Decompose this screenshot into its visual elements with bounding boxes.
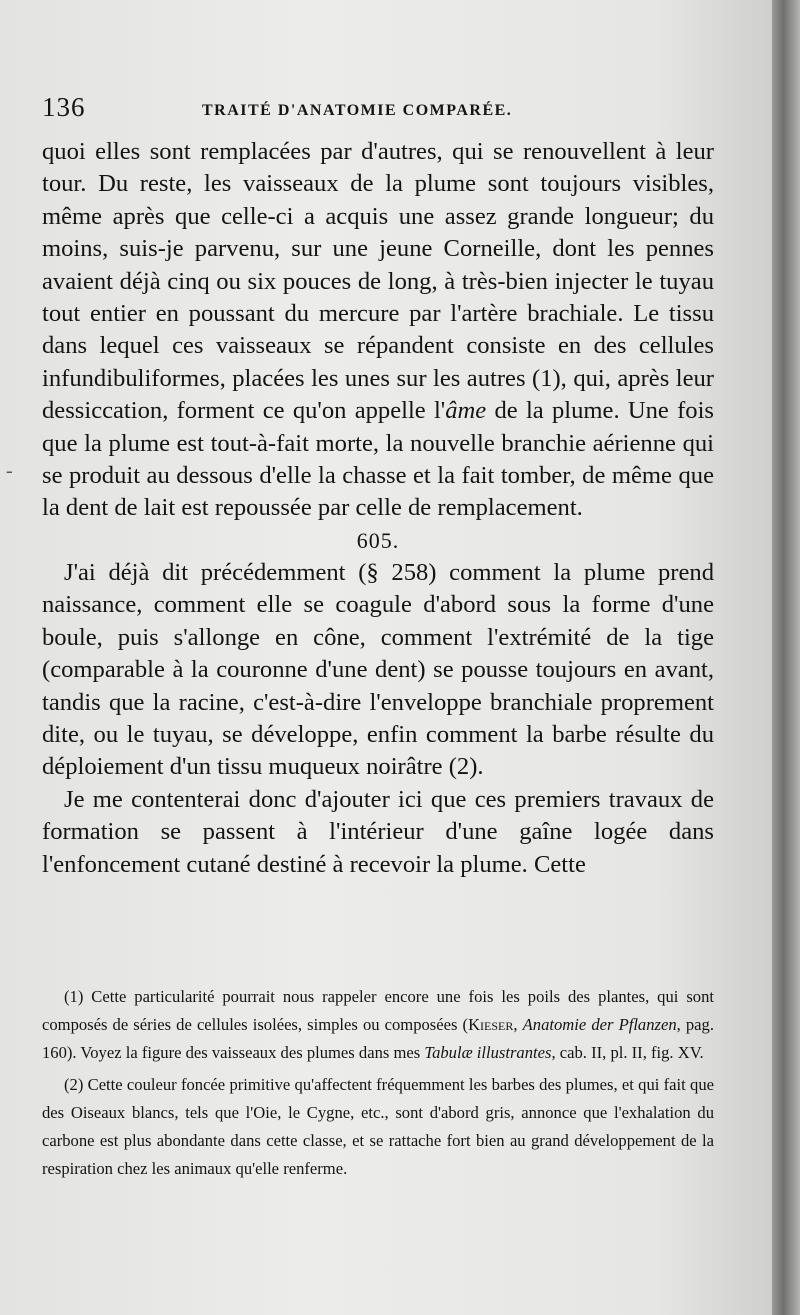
footnote-text: , cab. II, pl. II, fig. XV. [551,1043,704,1062]
footnote-2: (2) Cette couleur foncée primitive qu'affectent fréquemment les barbes des plumes, et qui fait que des Oiseaux blancs, tels que l'Oie, le Cygne, etc., sont d'abord gris, annonce que l'exhalation du carbone est plus abondante dans cette classe, et se rattache fort bien au grand développement de la respiration chez les animaux qu'elle renferme. [42,1075,714,1178]
italic-term: âme [445,397,487,425]
paragraph: Je me contenterai donc d'ajouter ici que ces premiers travaux de formation se passent à l'intérieur d'une gaîne logée dans l'enfoncement cutané destiné à recevoir la plume. Cette [42,785,714,878]
section-number: 605. [356,527,400,553]
paragraph-text: de la plume. Une fois que la plume est tout-à-fait morte, la nouvelle branchie aérienne qui se produit au dessous d'elle la chasse et la fait tomber, de même que la dent de lait est repoussée par celle de remplacement. [42,397,714,522]
footnote-author: Kieser [468,1015,514,1034]
main-text [42,136,714,881]
footnotes [42,983,714,1183]
paragraph-continued [42,136,714,525]
paragraph: J'ai déjà dit précédemment (§ 258) comment la plume prend naissance, comment elle se coagule d'abord sous la forme d'une boule, puis s'allonge en cône, comment l'extrémité de la tige (comparable à la couronne d'une dent) se pousse toujours en avant, tandis que la racine, c'est-à-dire l'enveloppe branchiale proprement dite, ou le tuyau, se développe, enfin comment la barbe résulte du déploiement d'un tissu muqueux noirâtre (2). [42,558,714,781]
footnote-text: , pag. 160). Voyez la figure des vaisseaux des plumes dans mes [42,1015,714,1062]
footnote-book-title: Tabulæ illustrantes [424,1043,552,1062]
footnote-text: (1) Cette particularité pourrait nous rappeler encore une fois les poils des plantes, qui sont composés de séries de cellules isolées, simples ou composées ( [42,987,714,1034]
running-title: TRAITÉ D'ANATOMIE COMPARÉE. [202,102,513,119]
margin-mark: - [6,460,13,482]
paragraph-text: quoi elles sont remplacées par d'autres, qui se renouvellent à leur tour. Du reste, les vaisseaux de la plume sont toujours visibles, même après que celle-ci a acquis une assez grande longueur; du moins, suis-je parvenu, sur une jeune Corneille, dont les pennes avaient déjà cinq ou six pouces de long, à très-bien injecter le tuyau tout entier en poussant du mercure par l'artère brachiale. Le tissu dans lequel ces vaisseaux se répandent consiste en des cellules infundibuliformes, placées les unes sur les autres (1), qui, après leur dessiccation, forment ce qu'on appelle l' [42,138,714,425]
footnote-1 [42,983,714,1067]
page-edge-shadow [772,0,800,1315]
footnote-book-title: Anatomie der Pflanzen [522,1015,677,1034]
footnote-text: , [513,1015,523,1034]
page-header [42,92,742,132]
page-number: 136 [42,92,86,122]
